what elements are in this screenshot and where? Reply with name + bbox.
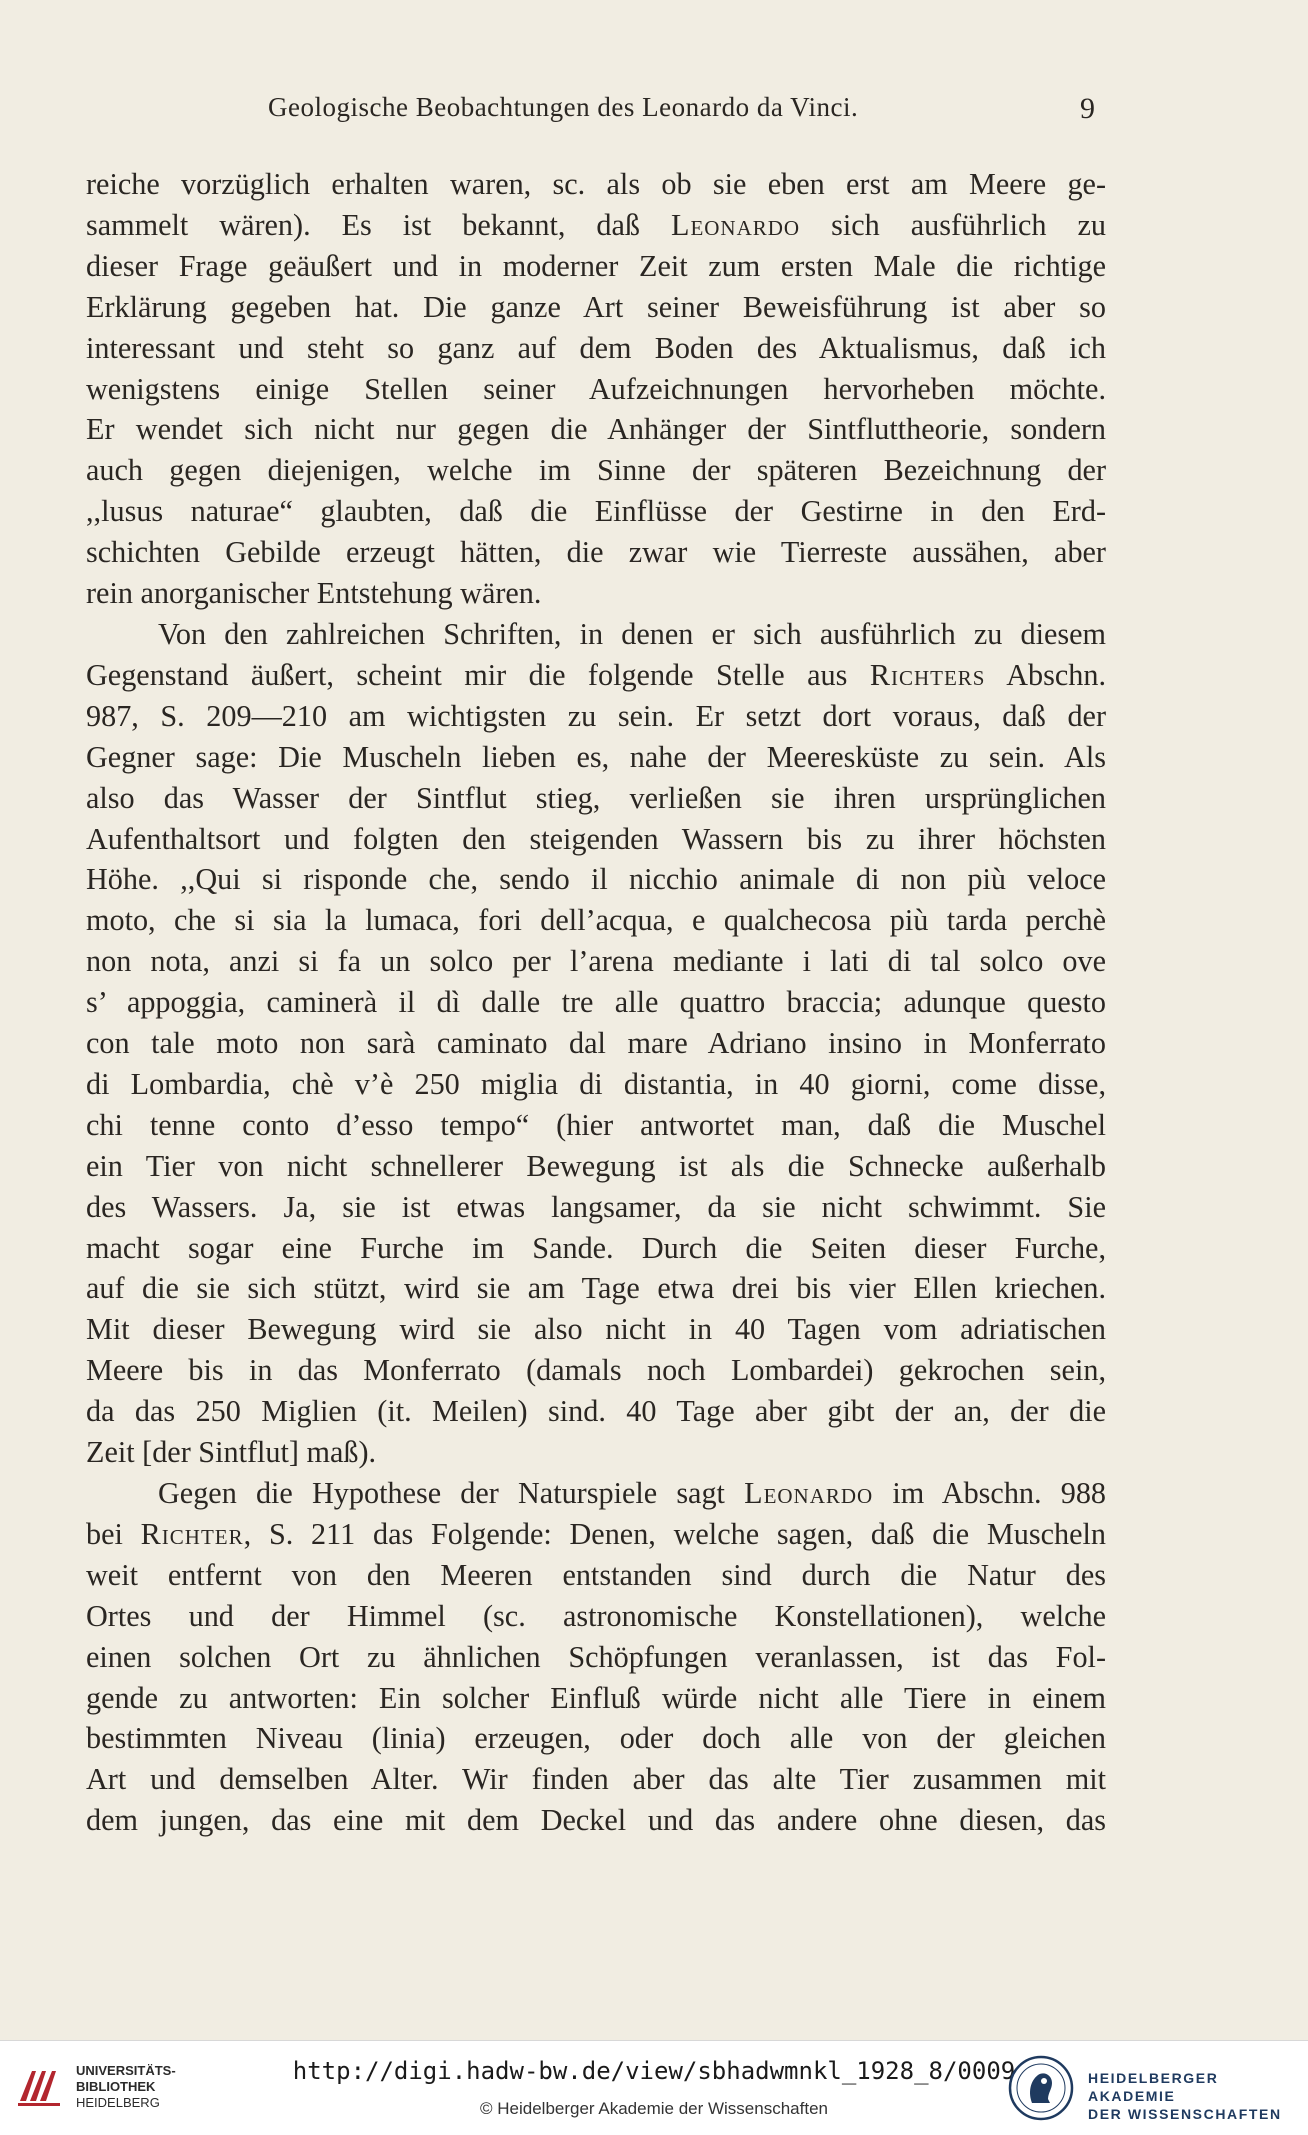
text-line: also das Wasser der Sintflut stieg, verließen sie ihren ursprünglichen: [86, 780, 1106, 815]
text-line: reiche vorzüglich erhalten waren, sc. als ob sie eben erst am Meere ge-: [86, 167, 1106, 201]
text-line: des Wassers. Ja, sie ist etwas langsamer, da sie nicht schwimmt. Sie: [86, 1189, 1106, 1224]
text-line: dieser Frage geäußert und in moderner Zeit zum ersten Male die richtige: [86, 248, 1106, 283]
body-text: [86, 164, 1106, 1841]
text-line: Zeit [der Sintflut] maß).: [86, 1435, 377, 1470]
text-line: schichten Gebilde erzeugt hätten, die zwar wie Tierreste aussähen, aber: [86, 535, 1106, 570]
text-line: interessant und steht so ganz auf dem Boden des Aktualismus, daß ich: [86, 330, 1106, 365]
text-line: Gegner sage: Die Muscheln lieben es, nahe der Meeresküste zu sein. Als: [86, 739, 1106, 774]
paragraph-start: Von den zahlreichen Schriften, in denen er sich ausführlich zu diesem: [158, 616, 1106, 651]
footer-bar: [0, 2040, 1308, 2135]
text-line: macht sogar eine Furche im Sande. Durch die Seiten dieser Furche,: [86, 1230, 1106, 1265]
text-line: Art und demselben Alter. Wir finden aber das alte Tier zusammen mit: [86, 1762, 1106, 1797]
text-line: einen solchen Ort zu ähnlichen Schöpfungen veranlassen, ist das Fol-: [86, 1639, 1106, 1674]
university-library-name: UNIVERSITÄTS- BIBLIOTHEK HEIDELBERG: [76, 2063, 176, 2110]
text-line: Höhe. ,,Qui si risponde che, sendo il nicchio animale di non più veloce: [86, 862, 1106, 897]
text-line: Er wendet sich nicht nur gegen die Anhänger der Sintfluttheorie, sondern: [86, 412, 1106, 447]
author-name: Richter: [140, 1516, 244, 1551]
author-name: Leonardo: [744, 1476, 874, 1510]
text-line: auch gegen diejenigen, welche im Sinne der späteren Bezeichnung der: [86, 453, 1106, 488]
text-line: Meere bis in das Monferrato (damals noch Lombardei) gekrochen sein,: [86, 1353, 1106, 1388]
text-line: wenigstens einige Stellen seiner Aufzeichnungen hervorheben möchte.: [86, 371, 1106, 406]
text-line: Aufenthaltsort und folgten den steigenden Wassern bis zu ihrer höchsten: [86, 821, 1106, 856]
text-line: Mit dieser Bewegung wird sie also nicht in 40 Tagen vom adriatischen: [86, 1312, 1106, 1347]
text-line: auf die sie sich stützt, wird sie am Tage etwa drei bis vier Ellen kriechen.: [86, 1271, 1106, 1306]
text-line: non nota, anzi si fa un solco per l’arena mediante i lati di tal solco ove: [86, 944, 1106, 979]
text-line: weit entfernt von den Meeren entstanden sind durch die Natur des: [86, 1557, 1106, 1592]
academy-seal-icon: [1008, 2055, 1074, 2121]
text-line: da das 250 Miglien (it. Meilen) sind. 40 Tage aber gibt der an, der die: [86, 1394, 1106, 1429]
text-line: rein anorganischer Entstehung wären.: [86, 576, 542, 611]
text-line: ,,lusus naturae“ glaubten, daß die Einflüsse der Gestirne in den Erd-: [86, 494, 1106, 529]
text-line: Ortes und der Himmel (sc. astronomische Konstellationen), welche: [86, 1598, 1106, 1633]
text-line: Erklärung gegeben hat. Die ganze Art seiner Beweisführung ist aber so: [86, 289, 1106, 324]
text-line: s’ appoggia, caminerà il dì dalle tre alle quattro braccia; adunque questo: [86, 985, 1106, 1020]
text-line: moto, che si sia la lumaca, fori dell’acqua, e qualchecosa più tarda perchè: [86, 903, 1106, 938]
text-line: 987, S. 209—210 am wichtigsten zu sein. Er setzt dort voraus, daß der: [86, 698, 1106, 733]
academy-name: HEIDELBERGER AKADEMIE DER WISSENSCHAFTEN: [1088, 2070, 1282, 2122]
text-line: Gegenstand äußert, scheint mir die folgende Stelle aus Richters Abschn.: [86, 657, 1107, 692]
text-line: con tale moto non sarà caminato dal mare Adriano insino in Monferrato: [86, 1026, 1106, 1061]
text-line: ein Tier von nicht schnellerer Bewegung ist als die Schnecke außerhalb: [86, 1148, 1106, 1183]
text-line: di Lombardia, chè v’è 250 miglia di distantia, in 40 giorni, come disse,: [86, 1066, 1106, 1101]
paragraph-start: Gegen die Hypothese der Naturspiele sagt Leonardo im Abschn. 988: [158, 1476, 1107, 1510]
text-line: chi tenne conto d’esso tempo“ (hier antwortet man, daß die Muschel: [86, 1107, 1106, 1142]
running-title: Geologische Beobachtungen des Leonardo da Vinci.: [268, 92, 859, 122]
page-number: 9: [1080, 92, 1095, 125]
text-line: bestimmten Niveau (linia) erzeugen, oder doch alle von der gleichen: [86, 1721, 1106, 1756]
text-line: dem jungen, das eine mit dem Deckel und das andere ohne diesen, das: [86, 1803, 1106, 1838]
text-line: bei Richter, S. 211 das Folgende: Denen, welche sagen, daß die Muscheln: [86, 1516, 1106, 1551]
permalink-url[interactable]: http://digi.hadw-bw.de/view/sbhadwmnkl_1928_8/0009: [292, 2057, 1016, 2085]
author-name: Richters: [869, 657, 986, 692]
author-name: Leonardo: [671, 207, 801, 242]
text-line: sammelt wären). Es ist bekannt, daß Leonardo sich ausführlich zu: [86, 207, 1107, 242]
text-line: gende zu antworten: Ein solcher Einfluß würde nicht alle Tiere in einem: [86, 1680, 1106, 1715]
copyright-notice: © Heidelberger Akademie der Wissenschaften: [480, 2099, 828, 2118]
